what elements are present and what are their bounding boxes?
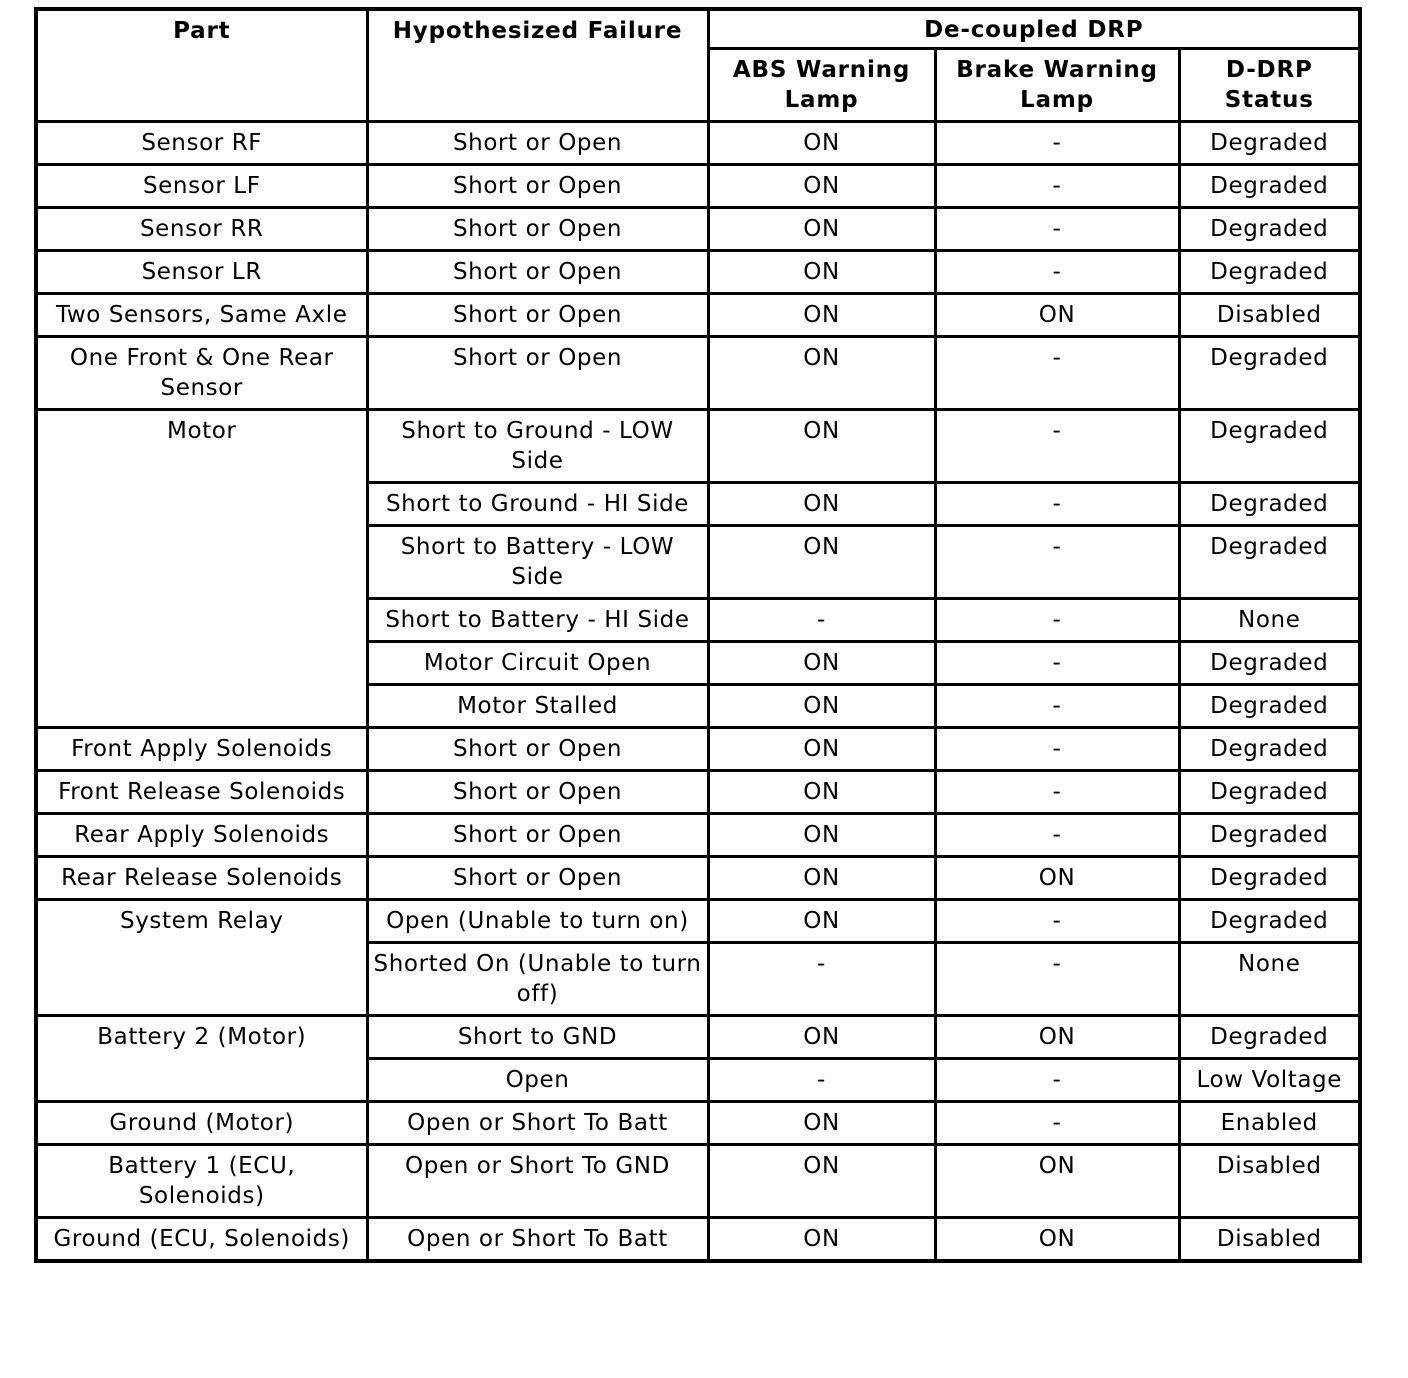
failure-cell: Short or Open [367, 251, 708, 294]
abs-lamp-cell: - [708, 1059, 935, 1102]
table-body [36, 122, 1360, 1262]
brake-lamp-cell: - [935, 526, 1179, 599]
abs-lamp-cell: ON [708, 337, 935, 410]
part-cell: Front Apply Solenoids [36, 728, 367, 771]
part-cell: Ground (ECU, Solenoids) [36, 1218, 367, 1262]
failure-cell: Short or Open [367, 337, 708, 410]
status-cell: Degraded [1179, 526, 1360, 599]
header-row-top [36, 9, 1360, 49]
table-row [36, 165, 1360, 208]
abs-lamp-cell: ON [708, 483, 935, 526]
abs-lamp-cell: - [708, 943, 935, 1016]
brake-lamp-cell: - [935, 165, 1179, 208]
failure-cell: Open or Short To Batt [367, 1218, 708, 1262]
status-cell: Degraded [1179, 251, 1360, 294]
part-cell: One Front & One Rear Sensor [36, 337, 367, 410]
table-row [36, 857, 1360, 900]
status-cell: Degraded [1179, 857, 1360, 900]
header-abs-warning-lamp: ABS Warning Lamp [708, 49, 935, 122]
status-cell: Degraded [1179, 642, 1360, 685]
abs-lamp-cell: ON [708, 1102, 935, 1145]
failure-cell: Short or Open [367, 771, 708, 814]
failure-cell: Short or Open [367, 208, 708, 251]
status-cell: Degraded [1179, 337, 1360, 410]
brake-lamp-cell: - [935, 642, 1179, 685]
brake-lamp-cell: - [935, 1102, 1179, 1145]
status-cell: Degraded [1179, 410, 1360, 483]
part-cell: Sensor RF [36, 122, 367, 165]
abs-lamp-cell: ON [708, 294, 935, 337]
header-hypothesized-failure: Hypothesized Failure [367, 9, 708, 122]
abs-lamp-cell: ON [708, 122, 935, 165]
status-cell: Low Voltage [1179, 1059, 1360, 1102]
part-cell: Motor [36, 410, 367, 728]
failure-cell: Motor Circuit Open [367, 642, 708, 685]
status-cell: Degraded [1179, 771, 1360, 814]
brake-lamp-cell: ON [935, 1218, 1179, 1262]
brake-lamp-cell: - [935, 814, 1179, 857]
abs-lamp-cell: ON [708, 642, 935, 685]
brake-lamp-cell: - [935, 771, 1179, 814]
table-row [36, 1145, 1360, 1218]
failure-cell: Short to Ground - LOW Side [367, 410, 708, 483]
failure-cell: Open or Short To Batt [367, 1102, 708, 1145]
failure-cell: Short or Open [367, 122, 708, 165]
brake-lamp-cell: - [935, 685, 1179, 728]
failure-cell: Short to Battery - LOW Side [367, 526, 708, 599]
brake-lamp-cell: - [935, 599, 1179, 642]
table-row [36, 122, 1360, 165]
header-ddrp-status: D-DRP Status [1179, 49, 1360, 122]
status-cell: Degraded [1179, 122, 1360, 165]
failure-cell: Short or Open [367, 814, 708, 857]
failure-cell: Short to GND [367, 1016, 708, 1059]
failure-cell: Motor Stalled [367, 685, 708, 728]
status-cell: Degraded [1179, 900, 1360, 943]
part-cell: Battery 2 (Motor) [36, 1016, 367, 1102]
table-row [36, 900, 1360, 943]
abs-lamp-cell: ON [708, 526, 935, 599]
brake-lamp-cell: - [935, 483, 1179, 526]
brake-lamp-cell: - [935, 337, 1179, 410]
part-cell: Two Sensors, Same Axle [36, 294, 367, 337]
failure-cell: Short or Open [367, 857, 708, 900]
failure-cell: Short to Ground - HI Side [367, 483, 708, 526]
table-row [36, 728, 1360, 771]
status-cell: Degraded [1179, 814, 1360, 857]
part-cell: Ground (Motor) [36, 1102, 367, 1145]
abs-lamp-cell: ON [708, 251, 935, 294]
failure-cell: Short or Open [367, 165, 708, 208]
abs-lamp-cell: ON [708, 208, 935, 251]
abs-lamp-cell: ON [708, 857, 935, 900]
table-header [36, 9, 1360, 122]
failure-cell: Open or Short To GND [367, 1145, 708, 1218]
table-row [36, 337, 1360, 410]
brake-lamp-cell: ON [935, 294, 1179, 337]
status-cell: Degraded [1179, 728, 1360, 771]
part-cell: Sensor LR [36, 251, 367, 294]
failure-cell: Shorted On (Unable to turn off) [367, 943, 708, 1016]
brake-lamp-cell: - [935, 251, 1179, 294]
abs-lamp-cell: ON [708, 410, 935, 483]
table-row [36, 294, 1360, 337]
brake-lamp-cell: ON [935, 1016, 1179, 1059]
status-cell: None [1179, 943, 1360, 1016]
failure-mode-table [34, 7, 1362, 1263]
status-cell: Enabled [1179, 1102, 1360, 1145]
failure-cell: Open (Unable to turn on) [367, 900, 708, 943]
brake-lamp-cell: ON [935, 1145, 1179, 1218]
status-cell: Disabled [1179, 294, 1360, 337]
table-row [36, 1016, 1360, 1059]
status-cell: Degraded [1179, 483, 1360, 526]
part-cell: Sensor LF [36, 165, 367, 208]
brake-lamp-cell: - [935, 1059, 1179, 1102]
brake-lamp-cell: - [935, 122, 1179, 165]
part-cell: Battery 1 (ECU, Solenoids) [36, 1145, 367, 1218]
status-cell: Disabled [1179, 1145, 1360, 1218]
abs-lamp-cell: ON [708, 1016, 935, 1059]
part-cell: Front Release Solenoids [36, 771, 367, 814]
brake-lamp-cell: - [935, 410, 1179, 483]
abs-lamp-cell: ON [708, 685, 935, 728]
failure-cell: Open [367, 1059, 708, 1102]
abs-lamp-cell: ON [708, 814, 935, 857]
status-cell: Degraded [1179, 165, 1360, 208]
brake-lamp-cell: ON [935, 857, 1179, 900]
part-cell: System Relay [36, 900, 367, 1016]
table-row [36, 771, 1360, 814]
failure-cell: Short or Open [367, 294, 708, 337]
header-part: Part [36, 9, 367, 122]
table-row [36, 814, 1360, 857]
status-cell: Degraded [1179, 1016, 1360, 1059]
abs-lamp-cell: ON [708, 165, 935, 208]
brake-lamp-cell: - [935, 943, 1179, 1016]
part-cell: Sensor RR [36, 208, 367, 251]
part-cell: Rear Release Solenoids [36, 857, 367, 900]
header-brake-warning-lamp: Brake Warning Lamp [935, 49, 1179, 122]
table-row [36, 208, 1360, 251]
status-cell: None [1179, 599, 1360, 642]
header-decoupled-drp: De-coupled DRP [708, 9, 1360, 49]
abs-lamp-cell: ON [708, 771, 935, 814]
abs-lamp-cell: ON [708, 1145, 935, 1218]
abs-lamp-cell: ON [708, 900, 935, 943]
abs-lamp-cell: ON [708, 1218, 935, 1262]
part-cell: Rear Apply Solenoids [36, 814, 367, 857]
failure-cell: Short to Battery - HI Side [367, 599, 708, 642]
status-cell: Degraded [1179, 208, 1360, 251]
table-row [36, 1102, 1360, 1145]
abs-lamp-cell: ON [708, 728, 935, 771]
status-cell: Degraded [1179, 685, 1360, 728]
brake-lamp-cell: - [935, 728, 1179, 771]
table-row [36, 251, 1360, 294]
table-row [36, 1218, 1360, 1262]
table-row [36, 410, 1360, 483]
failure-cell: Short or Open [367, 728, 708, 771]
abs-lamp-cell: - [708, 599, 935, 642]
brake-lamp-cell: - [935, 208, 1179, 251]
brake-lamp-cell: - [935, 900, 1179, 943]
status-cell: Disabled [1179, 1218, 1360, 1262]
